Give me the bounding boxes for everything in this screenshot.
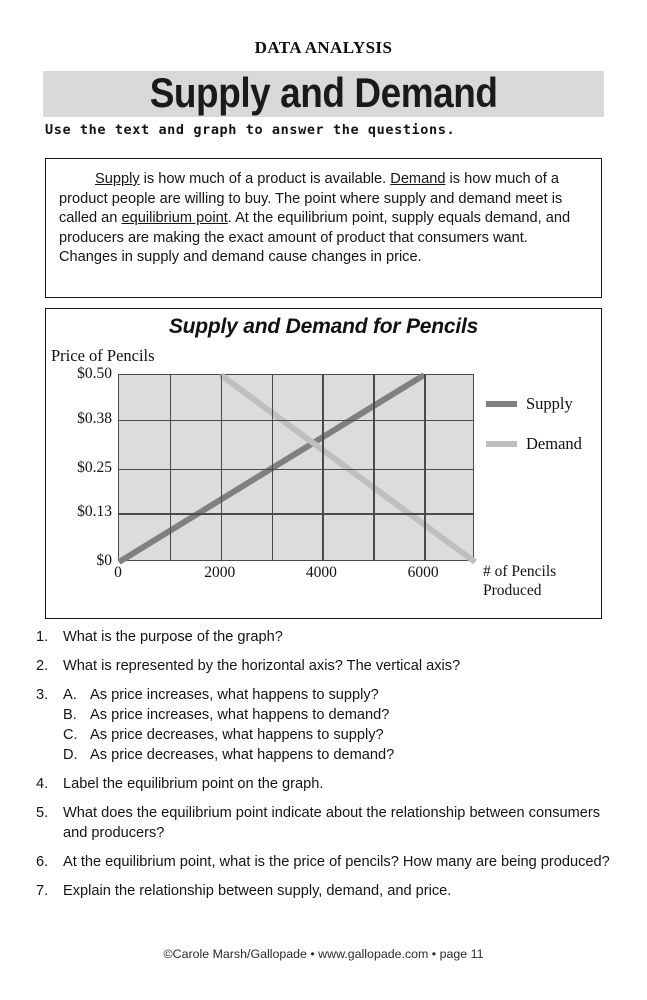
chart-container (45, 308, 602, 619)
question-sub-text: As price decreases, what happens to demand? (90, 747, 395, 763)
chart-x-tick-label: 6000 (407, 564, 439, 581)
questions-list (36, 627, 616, 910)
passage-seg-4: is how much of a product people are willing to buy. The point where supply and demand meet is called an (59, 171, 563, 227)
passage-seg-6: . At the equilibrium point, supply equals demand, and producers are making the exact amount of product that consumers want. Changes in supply and demand cause changes in price. (59, 210, 571, 266)
question-number: 6. (36, 854, 49, 870)
question-text: Explain the relationship between supply, demand, and price. (63, 883, 452, 899)
passage-box (45, 158, 602, 298)
title-banner (43, 71, 604, 117)
question-sub-text: As price decreases, what happens to supply? (90, 727, 384, 743)
legend-swatch-icon (486, 441, 517, 447)
question-text: What is the purpose of the graph? (63, 629, 283, 645)
legend-item-demand (486, 434, 601, 454)
chart-y-tick-label: $0.50 (77, 365, 112, 382)
chart-gridline-vertical (322, 375, 323, 560)
question-item (36, 774, 616, 794)
chart-gridline-vertical (170, 375, 171, 560)
question-sub-list (63, 685, 616, 765)
legend-label: Demand (526, 434, 582, 453)
question-body (63, 852, 616, 872)
question-item (36, 685, 616, 765)
chart-gridline-horizontal (119, 469, 473, 470)
question-text: What does the equilibrium point indicate about the relationship between consumers and producers? (63, 805, 601, 841)
question-text: What is represented by the horizontal axis? The vertical axis? (63, 658, 461, 674)
term-demand: Demand (390, 171, 446, 187)
chart-y-tick-label: $0.13 (77, 503, 112, 521)
question-item (36, 803, 616, 843)
chart-y-tick-label: $0.38 (77, 409, 112, 427)
term-equilibrium-point: equilibrium point (121, 210, 228, 227)
chart-y-axis-label: Price of Pencils (51, 346, 155, 365)
chart-gridline-vertical (221, 375, 222, 560)
question-body (63, 881, 616, 901)
page-kicker: DATA ANALYSIS (254, 38, 393, 57)
question-sub-label: B. (63, 707, 77, 723)
legend-swatch-icon (486, 401, 517, 407)
chart-x-axis-label-line1: # of Pencils (483, 563, 557, 580)
chart-y-ticks (46, 365, 112, 569)
chart-gridline-horizontal (119, 513, 473, 514)
passage-seg-2: is how much of a product is available. (139, 171, 391, 187)
question-body (63, 803, 616, 843)
question-sub-item (63, 705, 616, 725)
question-text: Label the equilibrium point on the graph. (63, 776, 324, 792)
chart-legend (486, 394, 601, 474)
passage-text (59, 170, 588, 268)
chart-plot-area (118, 374, 474, 561)
chart-x-tick-label: 4000 (305, 564, 337, 581)
question-number: 4. (36, 776, 49, 792)
question-sub-label: C. (63, 727, 78, 743)
chart-gridline-vertical (424, 375, 425, 560)
question-number: 3. (36, 687, 49, 703)
question-sub-item (63, 725, 616, 745)
question-item (36, 656, 616, 676)
question-sub-item (63, 745, 616, 765)
chart-x-axis-label-line2: Produced (483, 582, 542, 599)
page-title (43, 69, 604, 117)
question-number: 5. (36, 805, 49, 821)
chart-title: Supply and Demand for Pencils (168, 315, 479, 338)
question-sub-text: As price increases, what happens to supply? (90, 687, 379, 703)
term-supply: Supply (95, 171, 140, 187)
question-sub-text: As price increases, what happens to demand? (90, 707, 390, 723)
question-body (63, 656, 616, 676)
legend-item-supply (486, 394, 601, 414)
page-title-text: Supply and Demand (149, 69, 498, 117)
chart-gridline-vertical (373, 375, 374, 560)
page-footer: ©Carole Marsh/Gallopade • www.gallopade.com • page 11 (163, 947, 484, 961)
chart-x-ticks (114, 564, 474, 588)
question-number: 2. (36, 658, 49, 674)
chart-x-tick-label: 0 (114, 564, 122, 581)
instruction-line: Use the text and graph to answer the questions. (45, 122, 456, 138)
question-item (36, 881, 616, 901)
question-sub-label: A. (63, 687, 77, 703)
question-item (36, 852, 616, 872)
chart-x-axis-label (483, 562, 556, 600)
chart-y-tick-label: $0 (96, 552, 112, 569)
chart-x-tick-label: 2000 (204, 564, 236, 581)
question-sub-label: D. (63, 747, 78, 763)
chart-gridline-vertical (272, 375, 273, 560)
chart-gridline-horizontal (119, 420, 473, 421)
question-text: At the equilibrium point, what is the price of pencils? How many are being produced? (63, 854, 610, 870)
question-number: 1. (36, 629, 49, 645)
question-number: 7. (36, 883, 49, 899)
question-item (36, 627, 616, 647)
legend-label: Supply (526, 394, 573, 413)
question-body (63, 627, 616, 647)
question-body (63, 774, 616, 794)
chart-y-tick-label: $0.25 (77, 458, 112, 476)
question-body (63, 685, 616, 765)
question-sub-item (63, 685, 616, 705)
